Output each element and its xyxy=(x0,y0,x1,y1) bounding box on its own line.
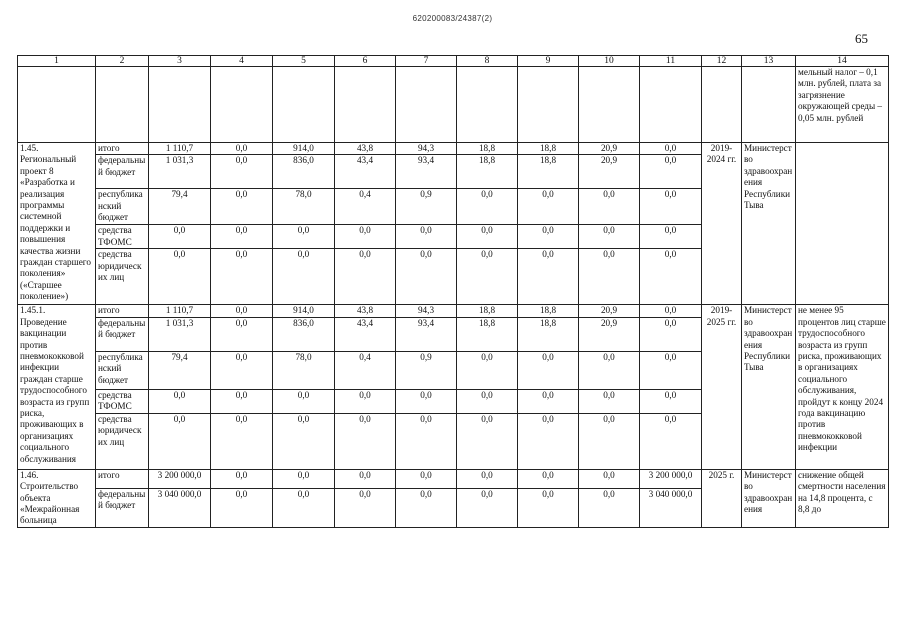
amount-cell: 0,0 xyxy=(273,413,335,469)
amount-cell: 18,8 xyxy=(518,317,579,351)
funding-source-cell: средства ТФОМС xyxy=(96,225,149,249)
amount-cell: 0,0 xyxy=(396,469,457,488)
funding-source-cell: федеральный бюджет xyxy=(96,317,149,351)
amount-cell: 78,0 xyxy=(273,189,335,225)
amount-cell: 0,0 xyxy=(211,488,273,527)
program-table xyxy=(17,55,889,528)
amount-cell: 0,0 xyxy=(518,189,579,225)
amount-cell: 0,0 xyxy=(640,143,702,155)
amount-cell: 78,0 xyxy=(273,351,335,389)
responsible-cell: Министерство здравоохранения Республики Тыва xyxy=(742,143,796,305)
amount-cell: 0,0 xyxy=(579,189,640,225)
amount-cell: 94,3 xyxy=(396,305,457,317)
amount-cell: 0,0 xyxy=(273,249,335,305)
amount-cell: 18,8 xyxy=(457,305,518,317)
amount-cell: 0,0 xyxy=(211,225,273,249)
funding-source-cell: средства юридических лиц xyxy=(96,249,149,305)
table-row xyxy=(18,143,889,155)
amount-cell: 0,4 xyxy=(335,351,396,389)
amount-cell: 18,8 xyxy=(457,155,518,189)
amount-cell: 3 200 000,0 xyxy=(640,469,702,488)
amount-cell: 0,9 xyxy=(396,351,457,389)
amount-cell: 3 040 000,0 xyxy=(149,488,211,527)
column-number: 12 xyxy=(702,56,742,67)
amount-cell: 0,0 xyxy=(579,225,640,249)
funding-source-cell: федеральный бюджет xyxy=(96,488,149,527)
amount-cell: 0,0 xyxy=(640,413,702,469)
amount-cell: 1 031,3 xyxy=(149,317,211,351)
amount-cell: 0,0 xyxy=(518,249,579,305)
column-number: 13 xyxy=(742,56,796,67)
column-header-row xyxy=(18,56,889,67)
amount-cell: 0,0 xyxy=(396,225,457,249)
activity-name-cell: 1.45. Региональный проект 8 «Разработка и реализация программы системной поддержки и повышения качества жизни граждан старшего поколения» («Старшее поколение») xyxy=(18,143,96,305)
amount-cell: 0,0 xyxy=(211,143,273,155)
amount-cell: 20,9 xyxy=(579,305,640,317)
column-number: 9 xyxy=(518,56,579,67)
column-number: 10 xyxy=(579,56,640,67)
amount-cell: 0,0 xyxy=(518,413,579,469)
column-number: 4 xyxy=(211,56,273,67)
amount-cell: 0,0 xyxy=(396,413,457,469)
column-number: 2 xyxy=(96,56,149,67)
amount-cell: 0,0 xyxy=(273,469,335,488)
amount-cell: 93,4 xyxy=(396,317,457,351)
amount-cell: 0,0 xyxy=(640,351,702,389)
amount-cell: 0,0 xyxy=(457,189,518,225)
amount-cell: 0,0 xyxy=(335,225,396,249)
amount-cell: 0,0 xyxy=(335,413,396,469)
period-cell: 2019-2025 гг. xyxy=(702,305,742,469)
amount-cell: 0,0 xyxy=(518,488,579,527)
amount-cell: 0,0 xyxy=(211,249,273,305)
amount-cell: 836,0 xyxy=(273,155,335,189)
amount-cell: 0,0 xyxy=(457,488,518,527)
amount-cell: 0,0 xyxy=(457,225,518,249)
amount-cell: 18,8 xyxy=(518,155,579,189)
page-number: 65 xyxy=(855,31,868,46)
result-cell: не менее 95 процентов лиц старше трудоспособного возраста из групп риска, проживающих в организациях социального обслуживания, пройдут к концу 2024 года вакцинацию против пневмококковой инфекции xyxy=(796,305,889,469)
amount-cell: 0,0 xyxy=(640,305,702,317)
amount-cell: 94,3 xyxy=(396,143,457,155)
table-row xyxy=(18,469,889,488)
amount-cell: 0,0 xyxy=(579,413,640,469)
amount-cell: 0,0 xyxy=(640,225,702,249)
amount-cell: 0,0 xyxy=(211,351,273,389)
result-cell xyxy=(796,143,889,305)
amount-cell: 0,0 xyxy=(640,317,702,351)
amount-cell: 0,0 xyxy=(211,305,273,317)
responsible-cell: Министерство здравоохранения xyxy=(742,469,796,527)
column-number: 5 xyxy=(273,56,335,67)
period-cell: 2025 г. xyxy=(702,469,742,527)
funding-source-cell: средства юридических лиц xyxy=(96,413,149,469)
amount-cell: 0,0 xyxy=(579,389,640,413)
amount-cell: 0,0 xyxy=(457,351,518,389)
amount-cell: 0,0 xyxy=(518,351,579,389)
amount-cell: 0,0 xyxy=(149,389,211,413)
amount-cell: 0,0 xyxy=(640,189,702,225)
activity-name-cell: 1.45.1. Проведение вакцинации против пневмококковой инфекции граждан старше трудоспособного возраста из групп риска, проживающих в организациях социального обслуживания xyxy=(18,305,96,469)
amount-cell: 0,0 xyxy=(211,469,273,488)
funding-source-cell: республиканский бюджет xyxy=(96,189,149,225)
amount-cell: 0,0 xyxy=(396,488,457,527)
amount-cell: 79,4 xyxy=(149,189,211,225)
amount-cell: 836,0 xyxy=(273,317,335,351)
funding-source-cell: федеральный бюджет xyxy=(96,155,149,189)
amount-cell: 0,9 xyxy=(396,189,457,225)
amount-cell: 0,0 xyxy=(335,469,396,488)
amount-cell: 0,0 xyxy=(518,469,579,488)
amount-cell: 0,0 xyxy=(518,389,579,413)
amount-cell: 0,0 xyxy=(579,249,640,305)
amount-cell: 43,8 xyxy=(335,143,396,155)
amount-cell: 0,0 xyxy=(211,189,273,225)
amount-cell: 0,0 xyxy=(396,249,457,305)
amount-cell: 914,0 xyxy=(273,305,335,317)
amount-cell: 1 110,7 xyxy=(149,143,211,155)
amount-cell: 0,0 xyxy=(579,469,640,488)
column-number: 6 xyxy=(335,56,396,67)
column-number: 3 xyxy=(149,56,211,67)
funding-source-cell: итого xyxy=(96,469,149,488)
amount-cell: 0,0 xyxy=(457,413,518,469)
amount-cell: 20,9 xyxy=(579,143,640,155)
result-cell: снижение общей смертности населения на 14,8 процента, с 8,8 до xyxy=(796,469,889,527)
amount-cell: 0,0 xyxy=(211,413,273,469)
amount-cell: 0,0 xyxy=(273,389,335,413)
amount-cell: 20,9 xyxy=(579,317,640,351)
amount-cell: 18,8 xyxy=(518,305,579,317)
funding-source-cell: средства ТФОМС xyxy=(96,389,149,413)
amount-cell: 0,0 xyxy=(149,413,211,469)
amount-cell: 0,0 xyxy=(457,249,518,305)
amount-cell: 0,0 xyxy=(211,155,273,189)
amount-cell: 0,0 xyxy=(335,249,396,305)
amount-cell: 0,4 xyxy=(335,189,396,225)
amount-cell: 0,0 xyxy=(579,488,640,527)
column-number: 14 xyxy=(796,56,889,67)
period-cell: 2019-2024 гг. xyxy=(702,143,742,305)
amount-cell: 0,0 xyxy=(518,225,579,249)
amount-cell: 0,0 xyxy=(640,155,702,189)
amount-cell: 0,0 xyxy=(335,389,396,413)
column-number: 8 xyxy=(457,56,518,67)
amount-cell: 0,0 xyxy=(457,389,518,413)
amount-cell: 20,9 xyxy=(579,155,640,189)
amount-cell: 0,0 xyxy=(149,225,211,249)
column-number: 11 xyxy=(640,56,702,67)
amount-cell: 18,8 xyxy=(457,143,518,155)
amount-cell: 0,0 xyxy=(273,225,335,249)
activity-name-cell: 1.46. Строительство объекта «Межрайонная больница xyxy=(18,469,96,527)
amount-cell: 43,4 xyxy=(335,155,396,189)
amount-cell: 0,0 xyxy=(640,249,702,305)
document-id: 620200083/24387(2) xyxy=(412,14,493,23)
amount-cell: 0,0 xyxy=(211,317,273,351)
column-number: 7 xyxy=(396,56,457,67)
amount-cell: 0,0 xyxy=(211,389,273,413)
amount-cell: 0,0 xyxy=(579,351,640,389)
funding-source-cell: итого xyxy=(96,305,149,317)
amount-cell: 18,8 xyxy=(457,317,518,351)
amount-cell: 0,0 xyxy=(149,249,211,305)
column-number: 1 xyxy=(18,56,96,67)
amount-cell: 79,4 xyxy=(149,351,211,389)
amount-cell: 0,0 xyxy=(273,488,335,527)
amount-cell: 18,8 xyxy=(518,143,579,155)
amount-cell: 0,0 xyxy=(640,389,702,413)
amount-cell: 3 040 000,0 xyxy=(640,488,702,527)
amount-cell: 0,0 xyxy=(457,469,518,488)
amount-cell: 0,0 xyxy=(396,389,457,413)
amount-cell: 43,4 xyxy=(335,317,396,351)
amount-cell: 0,0 xyxy=(335,488,396,527)
amount-cell: 3 200 000,0 xyxy=(149,469,211,488)
responsible-cell: Министерство здравоохранения Республики Тыва xyxy=(742,305,796,469)
funding-source-cell: республиканский бюджет xyxy=(96,351,149,389)
funding-source-cell: итого xyxy=(96,143,149,155)
amount-cell: 1 110,7 xyxy=(149,305,211,317)
continuation-row xyxy=(18,67,889,143)
amount-cell: 914,0 xyxy=(273,143,335,155)
amount-cell: 93,4 xyxy=(396,155,457,189)
result-cell: мельный налог – 0,1 млн. рублей, плата за загрязнение окружающей среды – 0,05 млн. рублей xyxy=(796,67,889,143)
amount-cell: 1 031,3 xyxy=(149,155,211,189)
table-row xyxy=(18,305,889,317)
amount-cell: 43,8 xyxy=(335,305,396,317)
